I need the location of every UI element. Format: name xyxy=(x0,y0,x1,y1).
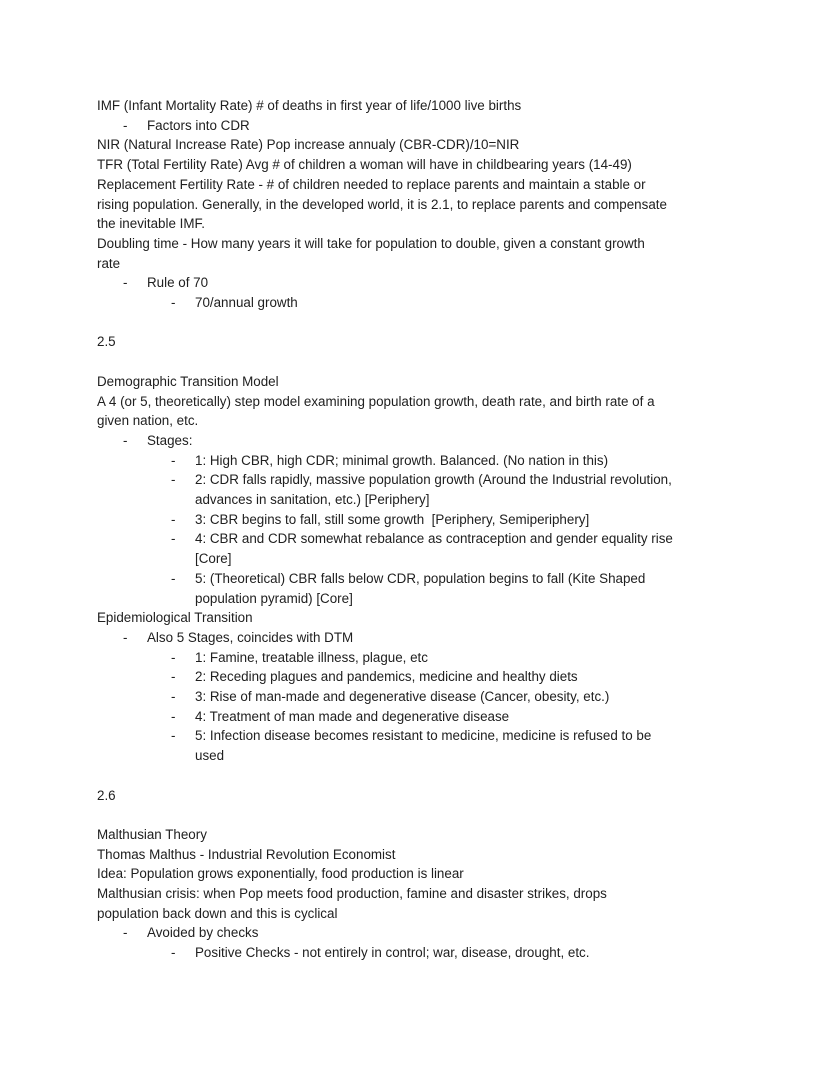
bullet-item xyxy=(97,293,742,313)
text-line xyxy=(97,845,742,865)
text-line xyxy=(97,214,742,234)
line-text: 3: Rise of man-made and degenerative disease (Cancer, obesity, etc.) xyxy=(195,689,610,705)
bullet-item xyxy=(97,451,742,471)
text-line xyxy=(97,254,742,274)
text-line xyxy=(97,864,742,884)
blank-line xyxy=(97,766,742,786)
blank-line xyxy=(97,352,742,372)
line-text: Thomas Malthus - Industrial Revolution Economist xyxy=(97,846,396,862)
bullet-item xyxy=(97,667,742,687)
text-line xyxy=(97,96,742,116)
line-text: given nation, etc. xyxy=(97,413,199,429)
bullet-dash-icon: - xyxy=(171,531,176,547)
line-text: rate xyxy=(97,255,121,271)
line-text: IMF (Infant Mortality Rate) # of deaths in first year of life/1000 live births xyxy=(97,98,522,113)
line-text: 2.5 xyxy=(97,334,116,350)
bullet-dash-icon: - xyxy=(123,117,128,133)
bullet-item xyxy=(97,569,742,589)
line-text: Malthusian crisis: when Pop meets food production, famine and disaster strikes, drops xyxy=(97,886,607,902)
line-text: 5: (Theoretical) CBR falls below CDR, population begins to fall (Kite Shaped xyxy=(195,570,646,586)
bullet-item xyxy=(97,529,742,549)
text-line xyxy=(97,490,742,510)
text-line xyxy=(97,904,742,924)
text-line xyxy=(97,135,742,155)
bullet-item xyxy=(97,648,742,668)
bullet-dash-icon: - xyxy=(123,925,128,941)
bullet-item xyxy=(97,431,742,451)
bullet-dash-icon: - xyxy=(171,570,176,586)
bullet-item xyxy=(97,726,742,746)
line-text: 1: Famine, treatable illness, plague, etc xyxy=(195,649,428,665)
text-line xyxy=(97,589,742,609)
line-text: 4: CBR and CDR somewhat rebalance as contraception and gender equality rise xyxy=(195,531,673,547)
bullet-item xyxy=(97,687,742,707)
bullet-dash-icon: - xyxy=(171,689,176,705)
bullet-item xyxy=(97,116,742,136)
line-text: used xyxy=(195,748,225,764)
bullet-item xyxy=(97,470,742,490)
line-text: 2.6 xyxy=(97,787,116,803)
bullet-dash-icon: - xyxy=(171,511,176,527)
line-text: Factors into CDR xyxy=(147,117,250,133)
line-text: 3: CBR begins to fall, still some growth [Periphery, Semiperiphery] xyxy=(195,511,590,527)
bullet-dash-icon: - xyxy=(171,945,176,961)
line-text: advances in sanitation, etc.) [Periphery] xyxy=(195,492,430,508)
line-text: 4: Treatment of man made and degenerative disease xyxy=(195,708,510,724)
bullet-item xyxy=(97,707,742,727)
line-text: rising population. Generally, in the developed world, it is 2.1, to replace parents and compensate xyxy=(97,196,667,212)
line-text: TFR (Total Fertility Rate) Avg # of children a woman will have in childbearing years (14-49) xyxy=(97,157,632,173)
text-line xyxy=(97,155,742,175)
blank-line xyxy=(97,805,742,825)
line-text: population back down and this is cyclical xyxy=(97,905,338,921)
bullet-item xyxy=(97,273,742,293)
bullet-dash-icon: - xyxy=(171,472,176,488)
bullet-item xyxy=(97,923,742,943)
line-text: 2: CDR falls rapidly, massive population growth (Around the Industrial revolution, xyxy=(195,472,672,488)
bullet-dash-icon: - xyxy=(171,708,176,724)
line-text: Doubling time - How many years it will take for population to double, given a constant growth xyxy=(97,235,645,251)
bullet-dash-icon: - xyxy=(171,452,176,468)
bullet-dash-icon: - xyxy=(123,629,128,645)
line-text: Also 5 Stages, coincides with DTM xyxy=(147,629,354,645)
line-text: Replacement Fertility Rate - # of children needed to replace parents and maintain a stable or xyxy=(97,176,646,192)
bullet-dash-icon: - xyxy=(123,432,128,448)
line-text: Demographic Transition Model xyxy=(97,373,279,389)
line-text: [Core] xyxy=(195,551,232,567)
line-text: Stages: xyxy=(147,432,193,448)
bullet-item xyxy=(97,510,742,530)
line-text: 70/annual growth xyxy=(195,295,298,311)
line-text: NIR (Natural Increase Rate) Pop increase annualy (CBR-CDR)/10=NIR xyxy=(97,137,520,153)
text-line xyxy=(97,549,742,569)
line-text: Malthusian Theory xyxy=(97,826,207,842)
text-line xyxy=(97,332,742,352)
line-text: Epidemiological Transition xyxy=(97,610,253,626)
line-text: population pyramid) [Core] xyxy=(195,590,353,606)
text-line xyxy=(97,234,742,254)
line-text: Avoided by checks xyxy=(147,925,259,941)
bullet-item xyxy=(97,943,742,963)
line-text: 1: High CBR, high CDR; minimal growth. Balanced. (No nation in this) xyxy=(195,452,609,468)
line-text: 2: Receding plagues and pandemics, medicine and healthy diets xyxy=(195,669,578,685)
text-line xyxy=(97,372,742,392)
bullet-item xyxy=(97,628,742,648)
line-text: A 4 (or 5, theoretically) step model examining population growth, death rate, and birth rate of a xyxy=(97,393,655,409)
line-text: the inevitable IMF. xyxy=(97,216,205,232)
blank-line xyxy=(97,313,742,333)
document-content xyxy=(97,96,742,963)
text-line xyxy=(97,411,742,431)
text-line xyxy=(97,195,742,215)
text-line xyxy=(97,175,742,195)
bullet-dash-icon: - xyxy=(171,649,176,665)
bullet-dash-icon: - xyxy=(171,728,176,744)
bullet-dash-icon: - xyxy=(123,275,128,291)
text-line xyxy=(97,392,742,412)
text-line xyxy=(97,884,742,904)
text-line xyxy=(97,825,742,845)
text-line xyxy=(97,786,742,806)
text-line xyxy=(97,746,742,766)
line-text: Positive Checks - not entirely in control; war, disease, drought, etc. xyxy=(195,945,590,961)
line-text: 5: Infection disease becomes resistant to medicine, medicine is refused to be xyxy=(195,728,652,744)
bullet-dash-icon: - xyxy=(171,295,176,311)
line-text: Idea: Population grows exponentially, food production is linear xyxy=(97,866,464,882)
text-line xyxy=(97,608,742,628)
line-text: Rule of 70 xyxy=(147,275,209,291)
bullet-dash-icon: - xyxy=(171,669,176,685)
